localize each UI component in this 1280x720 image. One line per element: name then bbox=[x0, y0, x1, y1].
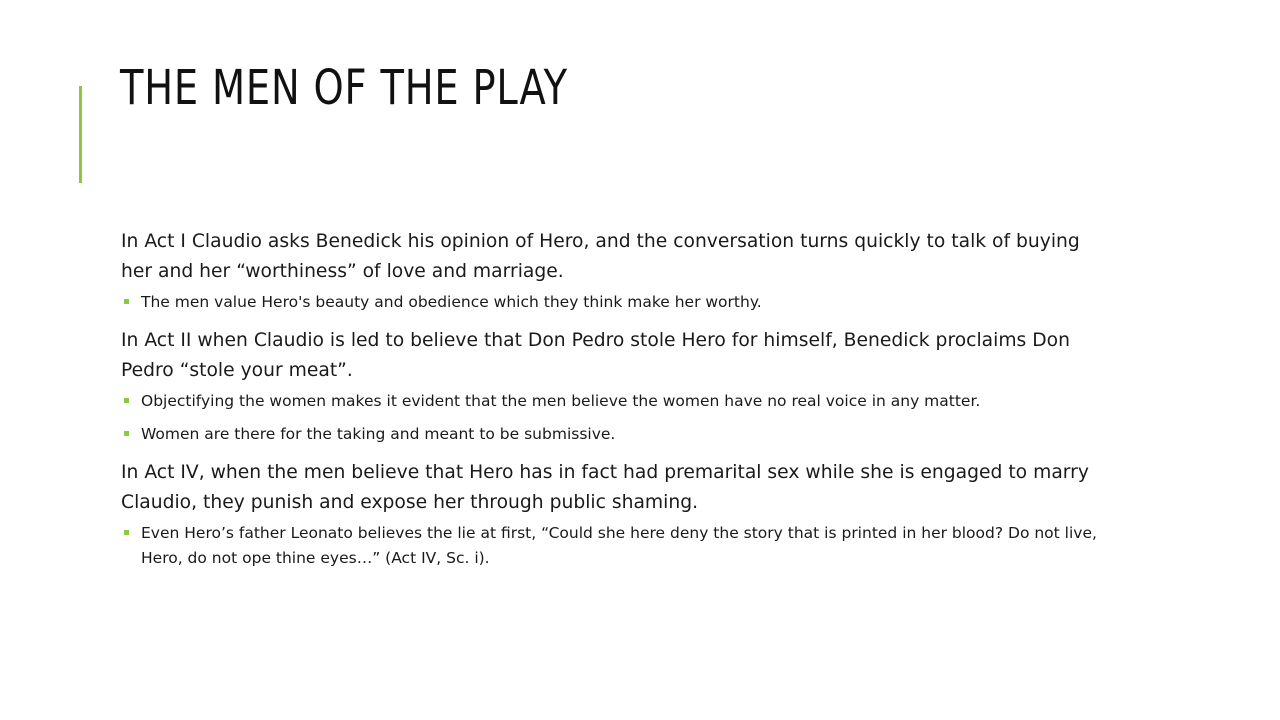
sub-point-text: Objectifying the women makes it evident that the men believe the women have no real voice in any matter. bbox=[141, 392, 981, 410]
sub-point-text: Even Hero’s father Leonato believes the lie at first, “Could she here deny the story that is printed in her blood? Do not live, Hero, do not ope thine eyes…” (Act IV, Sc. i). bbox=[141, 524, 1097, 567]
sub-point-list bbox=[121, 521, 1161, 571]
square-bullet-icon bbox=[124, 530, 129, 535]
sub-point-list bbox=[121, 290, 1161, 315]
square-bullet-icon bbox=[124, 431, 129, 436]
sub-point-text: The men value Hero's beauty and obedience which they think make her worthy. bbox=[141, 293, 762, 311]
slide-content bbox=[121, 226, 1161, 581]
sub-point bbox=[121, 521, 1116, 571]
main-point bbox=[121, 325, 1161, 447]
sub-point bbox=[121, 422, 1116, 447]
slide-title: THE MEN OF THE PLAY bbox=[120, 60, 568, 116]
title-accent-line bbox=[79, 86, 82, 183]
main-point-text: In Act IV, when the men believe that Hero has in fact had premarital sex while she is engaged to marry Claudio, they punish and expose her through public shaming. bbox=[121, 461, 1089, 513]
sub-point-text: Women are there for the taking and meant to be submissive. bbox=[141, 425, 616, 443]
square-bullet-icon bbox=[124, 398, 129, 403]
main-point-text: In Act I Claudio asks Benedick his opinion of Hero, and the conversation turns quickly to talk of buying her and her “worthiness” of love and marriage. bbox=[121, 230, 1080, 282]
sub-point bbox=[121, 290, 1116, 315]
main-point bbox=[121, 226, 1161, 315]
main-point bbox=[121, 457, 1161, 571]
main-point-text: In Act II when Claudio is led to believe that Don Pedro stole Hero for himself, Benedick proclaims Don Pedro “stole your meat”. bbox=[121, 329, 1070, 381]
sub-point-list bbox=[121, 389, 1161, 447]
square-bullet-icon bbox=[124, 299, 129, 304]
sub-point bbox=[121, 389, 1116, 414]
